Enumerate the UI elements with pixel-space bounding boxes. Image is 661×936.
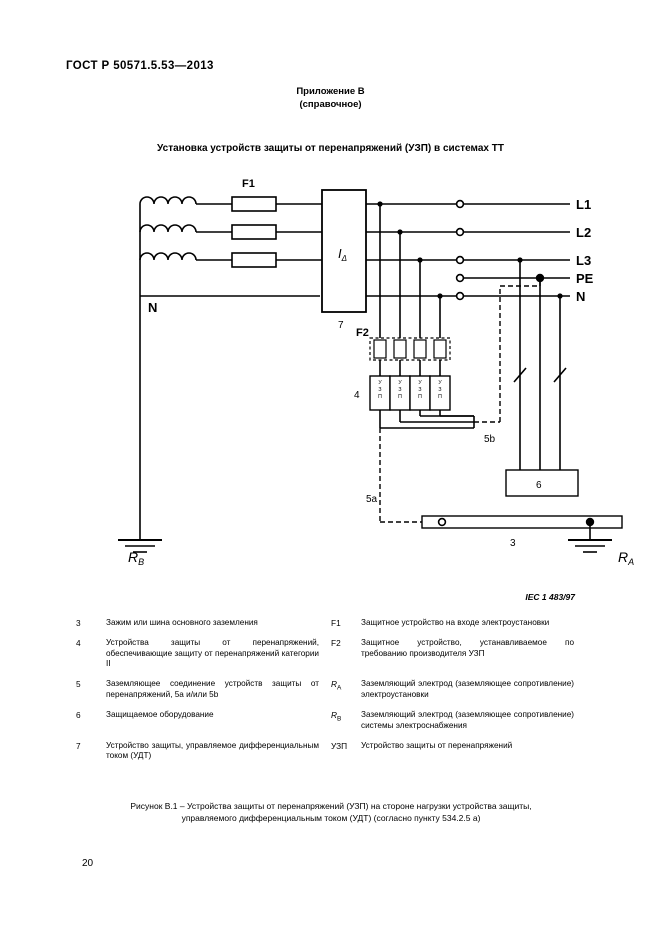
legend-text: Устройство защиты, управляемое дифференциальным током (УДТ) [106, 740, 319, 761]
legend-key: 4 [76, 637, 81, 648]
label-l1: L1 [576, 197, 592, 212]
svg-text:З: З [418, 387, 422, 393]
legend-row [76, 710, 586, 732]
legend-key: 5 [76, 679, 81, 690]
legend-key: 3 [76, 618, 81, 628]
label-pe: PE [576, 271, 594, 286]
legend-col-left [76, 618, 331, 629]
legend-key: $R_B$ [331, 709, 342, 723]
label-5b: 5b [484, 434, 496, 445]
label-f1: F1 [242, 178, 255, 190]
label-7: 7 [338, 320, 344, 331]
legend-col-right [331, 618, 586, 629]
svg-text:У: У [398, 380, 402, 386]
svg-text:П: П [418, 394, 422, 400]
label-l2: L2 [576, 225, 592, 240]
legend-col-left [76, 638, 331, 670]
label-f2: F2 [356, 327, 369, 339]
legend-col-right [331, 741, 586, 763]
svg-text:У: У [418, 380, 422, 386]
label-ra: $R_A$ [618, 549, 635, 567]
legend-col-right [331, 710, 586, 732]
legend-col-left [76, 710, 331, 732]
svg-text:У: У [438, 380, 442, 386]
standard-header: ГОСТ Р 50571.5.53—2013 [66, 60, 214, 72]
svg-text:З: З [378, 387, 382, 393]
legend-text: Заземляющий электрод (заземляющее сопротивление) системы электроснабжения [361, 709, 574, 730]
figure-caption [76, 800, 586, 825]
label-i-delta: $I_\Delta$ [338, 246, 347, 263]
figure-title: Установка устройств защиты от перенапряжений (УЗП) в системах ТТ [157, 143, 504, 154]
iec-reference: IEC 1 483/97 [525, 592, 575, 602]
legend-key: F1 [331, 618, 341, 628]
legend-text: Защищаемое оборудование [106, 709, 214, 719]
figure-caption-line1: Рисунок В.1 – Устройства защиты от перенапряжений (УЗП) на стороне нагрузки устройства защиты, [130, 801, 532, 811]
circuit-diagram-svg [70, 170, 635, 600]
page-number: 20 [82, 858, 94, 869]
legend-text: Зажим или шина основного заземления [106, 618, 258, 627]
label-n-left: N [148, 300, 158, 315]
legend-text: Заземляющий электрод (заземляющее сопротивление) электроустановки [361, 679, 574, 700]
legend-col-left [76, 741, 331, 763]
svg-text:З: З [438, 387, 442, 393]
label-6: 6 [536, 480, 542, 491]
legend-row [76, 741, 586, 763]
annex-title: Приложение В [296, 86, 365, 97]
legend-key: УЗП [331, 740, 348, 751]
label-rb: $R_B$ [128, 549, 145, 567]
label-5a: 5a [366, 494, 378, 505]
legend-key: F2 [331, 637, 341, 648]
legend-text: Устройство защиты от перенапряжений [361, 740, 513, 750]
legend-row [76, 679, 586, 701]
legend-col-left [76, 679, 331, 701]
legend-key: 6 [76, 709, 81, 720]
legend-col-right [331, 638, 586, 670]
svg-text:З: З [398, 387, 402, 393]
label-4: 4 [354, 390, 360, 401]
legend-text: Устройства защиты от перенапряжений, обеспечивающие защиту от перенапряжений категории II [106, 637, 319, 669]
legend-text: Защитное устройство, устанавливаемое по требованию производителя УЗП [361, 637, 574, 658]
legend-row [76, 638, 586, 670]
circuit-diagram [70, 170, 635, 600]
legend-key: 7 [76, 740, 81, 751]
legend-text: Защитное устройство на входе электроустановки [361, 618, 550, 627]
label-3: 3 [510, 538, 516, 549]
legend-row [76, 618, 586, 629]
svg-text:П: П [438, 394, 442, 400]
legend-key: $R_A$ [331, 679, 342, 692]
legend-text: Заземляющее соединение устройств защиты от перенапряжений, 5а и/или 5b [106, 679, 319, 700]
label-n-right: N [576, 289, 586, 304]
legend-col-right [331, 679, 586, 701]
annex-subtitle: (справочное) [299, 99, 362, 110]
svg-text:П: П [398, 394, 402, 400]
svg-text:П: П [378, 394, 382, 400]
legend-list [76, 618, 586, 771]
svg-text:У: У [378, 380, 382, 386]
label-l3: L3 [576, 253, 592, 268]
figure-caption-line2: управляемого дифференциальным током (УДТ) (согласно пункту 534.2.5 а) [181, 813, 481, 824]
